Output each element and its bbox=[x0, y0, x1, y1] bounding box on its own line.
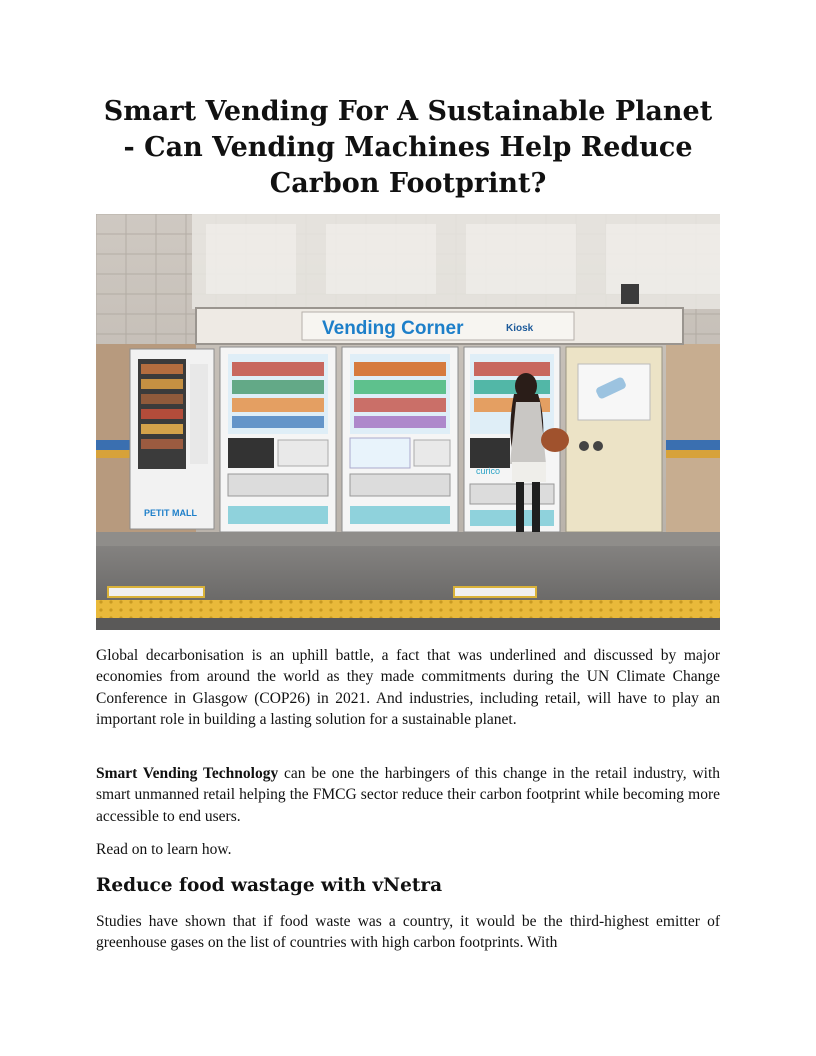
drink-machine-1 bbox=[220, 347, 336, 532]
article-title: Smart Vending For A Sustainable Planet - Can Vending Machines Help Reduce Carbon Footprint? bbox=[103, 96, 713, 199]
paragraph-read-on: Read on to learn how. bbox=[96, 841, 232, 858]
left-machine-label: PETIT MALL bbox=[144, 508, 197, 518]
paragraph-intro: Global decarbonisation is an uphill battle, a fact that was underlined and discussed by major economies from around the world as they made commitments during the UN Climate Change Conference in Glasgow (COP26) in 2021. And industries, including retail, will have to play an important role in building a lasting solution for a sustainable planet. bbox=[96, 647, 720, 729]
vending-corner-photo bbox=[96, 214, 720, 630]
drink-machine-2 bbox=[342, 347, 458, 532]
signage-brand: Kiosk bbox=[506, 323, 534, 334]
machine-brand: curico bbox=[476, 466, 501, 476]
signage-text: Vending Corner bbox=[322, 318, 464, 339]
paragraph-smart-vending-rest: can be one the harbingers of this change in the retail industry, with smart unmanned retail helping the FMCG sector reduce their carbon footprint while becoming more accessible to end users. bbox=[96, 765, 720, 825]
document-page bbox=[96, 0, 720, 952]
photo-illustration bbox=[96, 214, 720, 630]
paragraph-smart-vending bbox=[96, 763, 720, 827]
paragraph-lead-bold: Smart Vending Technology bbox=[96, 765, 279, 782]
section-heading: Reduce food wastage with vNetra bbox=[96, 875, 443, 896]
paragraph-food-waste: Studies have shown that if food waste was a country, it would be the third-highest emitter of greenhouse gases on the list of countries with high carbon footprints. With bbox=[96, 913, 720, 952]
